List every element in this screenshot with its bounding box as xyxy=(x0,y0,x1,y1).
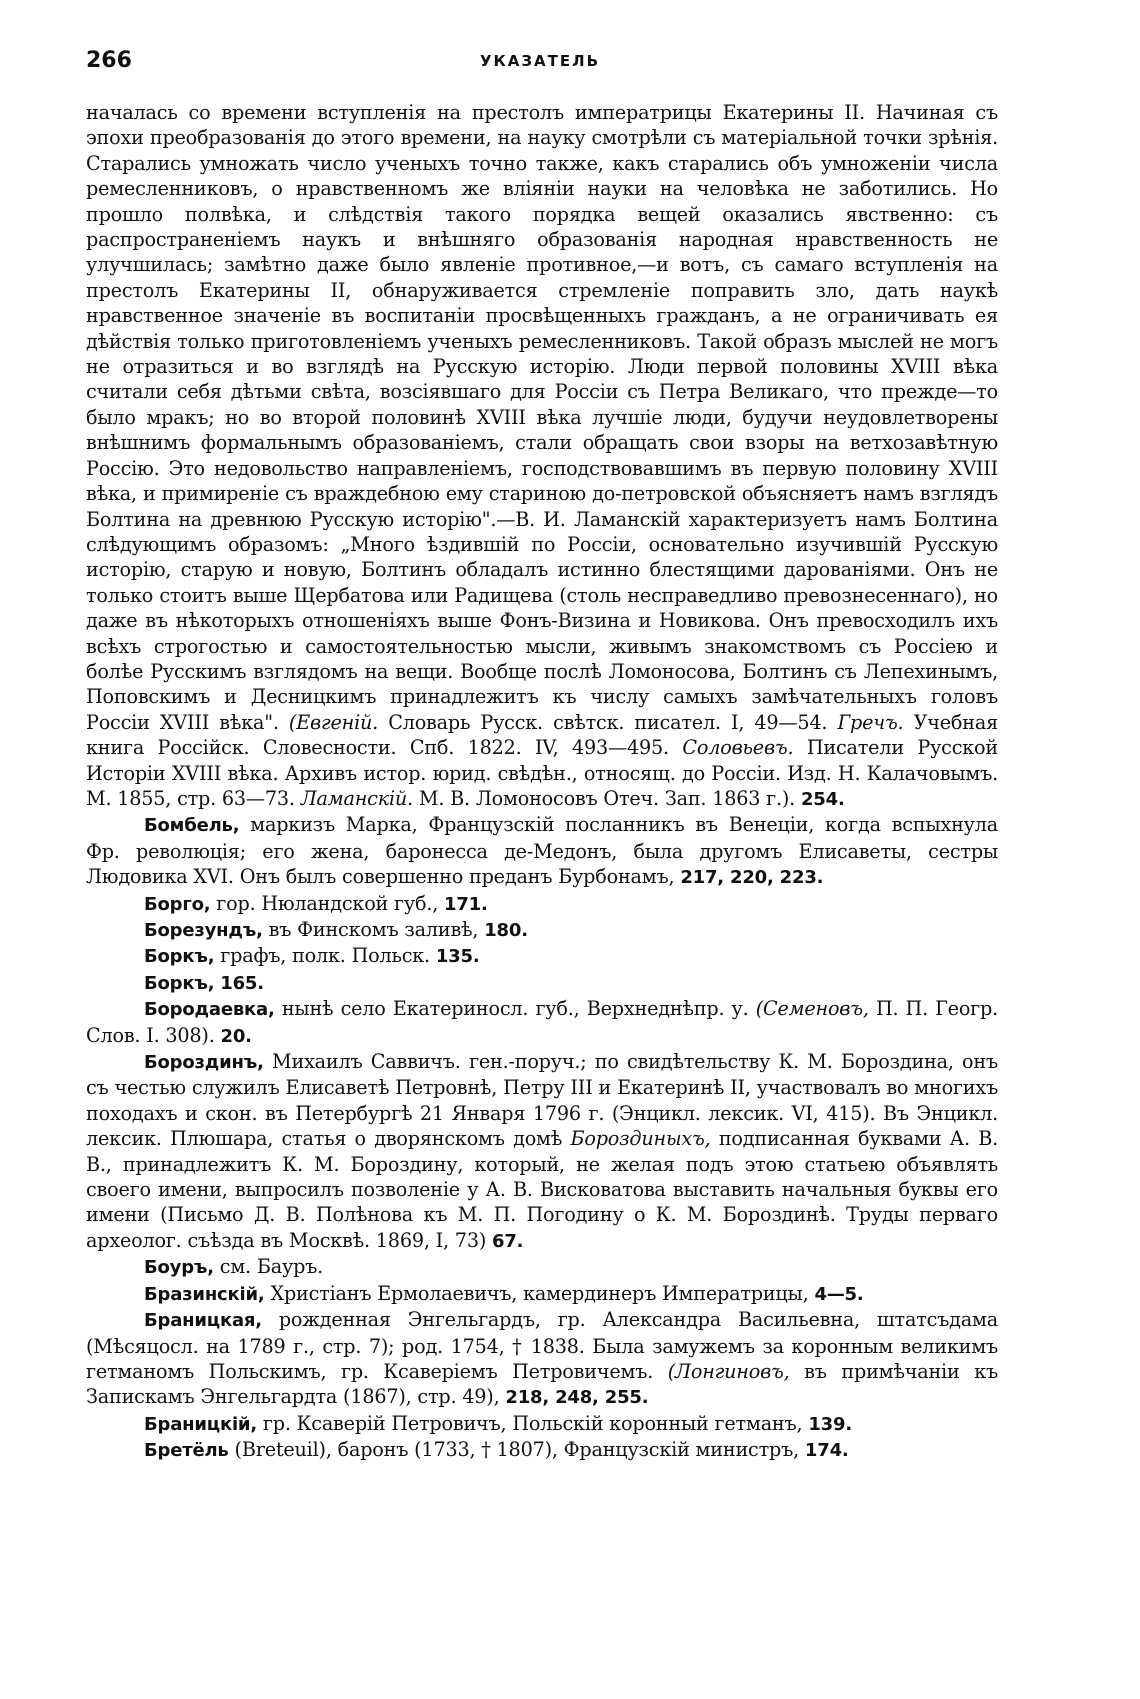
entry-text: въ Финскомъ заливѣ, xyxy=(268,918,479,941)
reference-text: П. П. Геогр. Слов. I. 308). xyxy=(86,997,999,1047)
reference-text: М. В. Ломоносовъ Отеч. Зап. 1863 г.). xyxy=(418,786,796,810)
entry-text: (Breteuil), баронъ (1733, † 1807), Французскій министръ, xyxy=(234,1438,800,1462)
entry-text: маркизъ Марка, Французскій посланникъ въ Венеціи, когда вспыхнула Фр. революція; его жена, баронесса де-Медонъ, была другомъ Елисаветы, сестры Людовика XVI. Онъ былъ совершенно преданъ Бурбонамъ, xyxy=(86,813,998,889)
page-references: 67. xyxy=(492,1230,524,1252)
reference-text: Учебная книга Россійск. Словесности. Спб. 1822. IV, 493—495. xyxy=(86,710,999,760)
index-entry-branitsky xyxy=(86,1411,998,1437)
entry-headword: Бороздинъ, xyxy=(144,1052,264,1074)
entry-headword: Бразинскій, xyxy=(144,1283,265,1305)
entry-headword: Бретёль xyxy=(144,1440,229,1462)
index-entry-bombel xyxy=(86,812,998,890)
page-references: 139. xyxy=(808,1413,852,1435)
entry-headword: Боркъ, xyxy=(144,972,215,994)
index-entry-breteuil xyxy=(86,1437,998,1463)
entry-text: Михаилъ Саввичъ. ген.-поруч.; по свидѣтельству К. М. Бороздина, онъ съ честью служилъ Елисаветѣ Петровнѣ, Петру III и Екатеринѣ II, участвовалъ во многихъ походахъ и скон. въ Петербургѣ 21 Января 1796 г. (Энцикл. лексик. VI, 415). Въ Энцикл. лексик. Плюшара, статья о дворянскомъ домѣ xyxy=(86,1050,998,1151)
page-references: 180. xyxy=(484,920,528,941)
index-entry-borodaevka xyxy=(86,996,998,1049)
entry-headword: Бородаевка, xyxy=(144,999,275,1021)
page-references: 218, 248, 255. xyxy=(505,1387,649,1409)
entry-headword: Боуръ, xyxy=(144,1257,214,1279)
reference-author: (Семеновъ, xyxy=(755,997,869,1021)
entry-text: гр. Ксаверій Петровичъ, Польскій коронный гетманъ, xyxy=(262,1411,803,1435)
entry-text: см. Бауръ. xyxy=(219,1255,324,1279)
reference-text: Писатели Русской Исторіи XVIII вѣка. Архивъ истор. юрид. свѣдѣн., относящ. до Россіи. Изд. Н. Калачовымъ. М. 1855, стр. 63—73. xyxy=(86,736,998,810)
reference-text: подписанная буквами А. В. В., принадлежитъ К. М. Бороздину, который, не желая подъ этою статьею объявлять своего имени, выпросилъ позволеніе у А. В. Висковатова выставить начальныя буквы его имени (Письмо Д. В. Полѣнова къ М. П. Погодину о К. М. Бороздинѣ. Труды перваго археолог. съѣзда въ Москвѣ. 1869, I, 73) xyxy=(86,1127,998,1252)
reference-author: Бороздиныхъ, xyxy=(570,1127,711,1151)
entry-text: гор. Нюландской губ., xyxy=(216,891,439,915)
page-header xyxy=(80,48,1000,78)
page-references: 135. xyxy=(435,946,480,968)
index-entry-brazinsky xyxy=(86,1281,998,1307)
entry-headword: Боркъ, xyxy=(144,946,215,968)
index-entry-bork-1 xyxy=(86,943,998,969)
page-references: 4—5. xyxy=(814,1283,864,1305)
entry-text: рожденная Энгельгардъ, гр. Александра Васильевна, штатсъдама (Мѣсяцосл. на 1789 г., стр. 7); род. 1754, † 1838. Была замужемъ за коронным великимъ гетманомъ Польскимъ, гр. Ксаверіемъ Петровичемъ. xyxy=(86,1308,998,1383)
page-references: 217, 220, 223. xyxy=(680,867,824,889)
reference-text: Словарь Русск. свѣтск. писател. I, 49—54. xyxy=(388,710,828,734)
reference-author: (Евгеній. xyxy=(288,710,379,734)
entry-headword: Бомбель, xyxy=(144,815,240,837)
entry-headword: Браницкая, xyxy=(144,1310,262,1332)
index-entry-bork-2 xyxy=(86,970,998,996)
entry-text: Христіанъ Ермолаевичъ, камердинеръ Императрицы, xyxy=(270,1281,809,1305)
index-entry-branitskaya xyxy=(86,1307,998,1411)
reference-author: Гречъ. xyxy=(837,710,904,734)
index-entry-borgo xyxy=(86,891,998,917)
page-references: 165. xyxy=(220,972,264,994)
reference-author: Соловьевъ. xyxy=(682,736,794,760)
page-number: 266 xyxy=(86,48,132,73)
entry-text: графъ, полк. Польск. xyxy=(220,944,430,968)
entry-text: нынѣ село Екатериносл. губ., Верхнеднѣпр. у. xyxy=(281,997,749,1021)
entry-headword: Браницкій, xyxy=(144,1413,257,1435)
index-entry-bolotin-continuation xyxy=(86,100,998,812)
index-entry-bour xyxy=(86,1254,998,1280)
entry-headword: Борго, xyxy=(144,893,211,915)
page-references: 20. xyxy=(220,1025,252,1047)
reference-text: въ примѣчаніи къ Запискамъ Энгельгардта (1867), стр. 49), xyxy=(86,1359,998,1409)
page-references: 174. xyxy=(804,1440,849,1462)
reference-author: (Лонгиновъ, xyxy=(667,1359,790,1383)
index-entry-borezund xyxy=(86,917,998,943)
entry-headword: Борезундъ, xyxy=(144,920,263,941)
reference-author: Ламанскій. xyxy=(300,786,413,810)
running-title: УКАЗАТЕЛЬ xyxy=(479,52,601,70)
page-references: 254. xyxy=(800,788,845,810)
page-references: 171. xyxy=(444,893,488,915)
index-entry-borozdin xyxy=(86,1049,998,1254)
index-body xyxy=(86,100,998,1464)
entry-text: началась со времени вступленія на престолъ императрицы Екатерины II. Начиная съ эпохи преобразованія до этого времени, на науку смотрѣли съ матеріальной точки зрѣнія. Старались умножать число ученыхъ точно также, какъ старались объ умноженіи числа ремесленниковъ, о нравственномъ же вліяніи науки на человѣка не заботились. Но прошло полвѣка, и слѣдствія такого порядка вещей оказались явственно: съ распространеніемъ наукъ и внѣшняго образованія народная нравственность не улучшилась; замѣтно даже было явленіе противное,—и вотъ, съ самаго вступленія на престолъ Екатерины II, обнаруживается стремленіе поправить зло, дать наукѣ нравственное значеніе въ воспитаніи просвѣщенныхъ гражданъ, а не ограничивать ея дѣйствія только приготовленіемъ ученыхъ ремесленниковъ. Такой образъ мыслей не могъ не отразиться и во взглядѣ на Русскую исторію. Люди первой половины XVIII вѣка считали себя дѣтьми свѣта, возсіявшаго для Россіи съ Петра Великаго, что прежде—то было мракъ; но во второй половинѣ XVIII вѣка лучшіе люди, будучи неудовлетворены внѣшнимъ формальнымъ образованіемъ, стали обращать свои взоры на ветхозавѣтную Россію. Это недовольство направленіемъ, господствовавшимъ въ первую половину XVIII вѣка, и примиреніе съ враждебною ему стариною до-петровской объясняетъ намъ взглядъ Болтина на древнюю Русскую исторію".—В. И. Ламанскій характеризуетъ намъ Болтина слѣдующимъ образомъ: „Много ѣздившій по Россіи, основательно изучившій Русскую исторію, старую и новую, Болтинъ обладалъ истинно блестящими дарованіями. Онъ не только стоитъ выше Щербатова или Радищева (столь несправедливо превознесеннаго), но даже въ нѣкоторыхъ отношеніяхъ выше Фонъ-Визина и Новикова. Онъ превосходилъ ихъ всѣхъ строгостью и самостоятельностью мысли, живымъ знакомствомъ съ Россіею и болѣе Русскимъ взглядомъ на вещи. Вообще послѣ Ломоносова, Болтинъ съ Лепехинымъ, Поповскимъ и Десницкимъ принадлежитъ къ числу самыхъ замѣчательныхъ головъ Россіи XVIII вѣка". xyxy=(86,101,998,734)
